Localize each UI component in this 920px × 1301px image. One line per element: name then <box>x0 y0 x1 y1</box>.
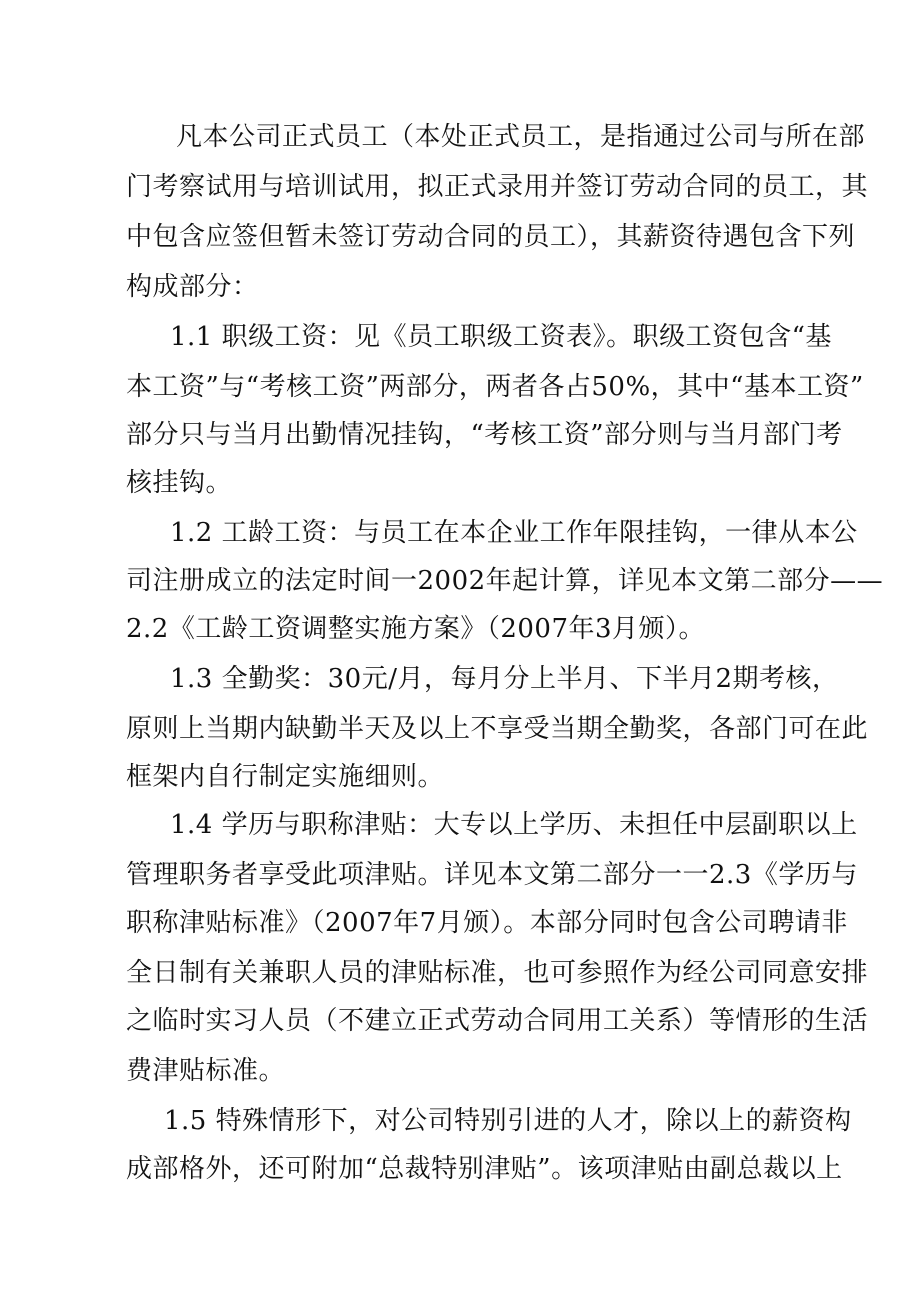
paragraph-line: 原则上当期内缺勤半天及以上不享受当期全勤奖，各部门可在此 <box>126 714 869 744</box>
paragraph-line: 全日制有关兼职人员的津贴标准，也可参照作为经公司同意安排 <box>126 958 869 988</box>
paragraph-line: 本工资”与“考核工资”两部分，两者各占50%，其中“基本工资” <box>126 372 864 402</box>
paragraph-line: 框架内自行制定实施细则。 <box>126 762 445 792</box>
paragraph-line: 职称津贴标准》（2007年7月颁）。本部分同时包含公司聘请非 <box>126 908 848 938</box>
paragraph-line: 管理职务者享受此项津贴。详见本文第二部分一一2.3《学历与 <box>126 860 858 890</box>
paragraph-line: 1.1 职级工资：见《员工职级工资表》。职级工资包含“基 <box>170 322 832 352</box>
paragraph-line: 1.5 特殊情形下，对公司特别引进的人才，除以上的薪资构 <box>164 1106 852 1136</box>
paragraph-line: 之临时实习人员（不建立正式劳动合同用工关系）等情形的生活 <box>126 1006 869 1036</box>
paragraph-line: 1.2 工龄工资：与员工在本企业工作年限挂钩，一律从本公 <box>170 518 858 548</box>
paragraph-line: 费津贴标准。 <box>126 1056 286 1086</box>
paragraph-line: 核挂钩。 <box>126 468 233 498</box>
paragraph-line: 1.4 学历与职称津贴：大专以上学历、未担任中层副职以上 <box>170 810 858 840</box>
paragraph-line: 门考察试用与培训试用，拟正式录用并签订劳动合同的员工，其 <box>126 172 869 202</box>
paragraph-line: 司注册成立的法定时间一2002年起计算，详见本文第二部分—— <box>126 566 884 596</box>
paragraph-line: 中包含应签但暂未签订劳动合同的员工），其薪资待遇包含下列 <box>126 222 856 252</box>
paragraph-line: 1.3 全勤奖：30元/月，每月分上半月、下半月2期考核， <box>170 664 839 694</box>
paragraph-line: 构成部分： <box>126 272 259 302</box>
paragraph-line: 凡本公司正式员工（本处正式员工，是指通过公司与所在部 <box>176 122 866 152</box>
paragraph-line: 2.2《工龄工资调整实施方案》（2007年3月颁）。 <box>126 614 706 644</box>
paragraph-line: 部分只与当月出勤情况挂钩，“考核工资”部分则与当月部门考 <box>126 420 843 450</box>
paragraph-line: 成部格外，还可附加“总裁特别津贴”。该项津贴由副总裁以上 <box>126 1154 843 1184</box>
